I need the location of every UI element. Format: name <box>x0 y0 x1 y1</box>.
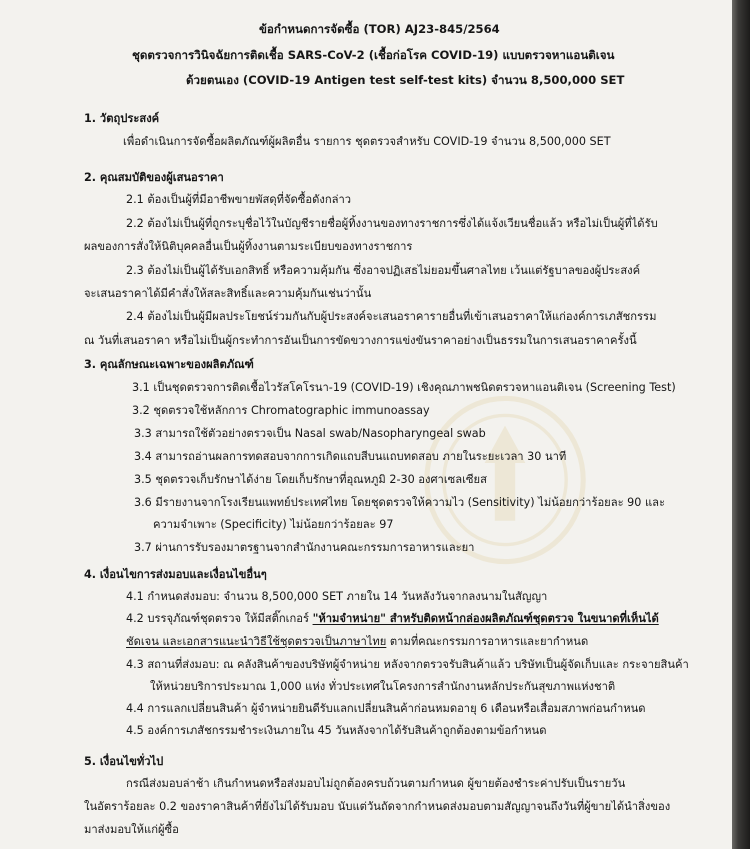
section-3-heading: 3. คุณลักษณะเฉพาะของผลิตภัณฑ์ <box>84 358 254 371</box>
section-2-heading: 2. คุณสมบัติของผู้เสนอราคา <box>84 171 224 184</box>
page-edge-shadow <box>732 0 750 849</box>
section-4-heading: 4. เงื่อนไขการส่งมอบและเงื่อนไขอื่นๆ <box>84 568 267 581</box>
item-2-3: 2.3 ต้องไม่เป็นผู้ได้รับเอกสิทธิ์ หรือความคุ้มกัน ซึ่งอาจปฏิเสธไม่ยอมขึ้นศาลไทย เว้นแต่รัฐบาลของผู้ประสงค์ <box>126 264 641 277</box>
item-4-2-cont-emphasis: ชัดเจน และเอกสารแนะนำวิธีใช้ชุดตรวจเป็นภาษาไทย <box>126 635 387 648</box>
item-4-2 <box>126 613 659 624</box>
item-3-2: 3.2 ชุดตรวจใช้หลักการ Chromatographic immunoassay <box>132 404 430 417</box>
item-2-3-cont: จะเสนอราคาได้มีคำสั่งให้สละสิทธิ์และความคุ้มกันเช่นว่านั้น <box>84 287 372 300</box>
doc-subtitle-line-1: ชุดตรวจการวินิจฉัยการติดเชื้อ SARS-CoV-2 (เชื้อก่อโรค COVID-19) แบบตรวจหาแอนติเจน <box>132 48 615 62</box>
item-3-5: 3.5 ชุดตรวจเก็บรักษาได้ง่าย โดยเก็บรักษาที่อุณหภูมิ 2-30 องศาเซลเซียส <box>134 473 487 486</box>
item-4-3: 4.3 สถานที่ส่งมอบ: ณ คลังสินค้าของบริษัทผู้จำหน่าย หลังจากตรวจรับสินค้าแล้ว บริษัทเป็นผู้จัดเก็บและ กระจายสินค้า <box>126 658 689 671</box>
item-4-2-cont <box>126 636 588 647</box>
section-5-line-2: ในอัตราร้อยละ 0.2 ของราคาสินค้าที่ยังไม่ได้รับมอบ นับแต่วันถัดจากกำหนดส่งมอบตามสัญญาจนถึงวันที่ผู้ขายได้นำสิ่งของ <box>84 800 671 813</box>
section-5-heading: 5. เงื่อนไขทั่วไป <box>84 755 164 768</box>
item-4-4: 4.4 การแลกเปลี่ยนสินค้า ผู้จำหน่ายยินดีรับแลกเปลี่ยนสินค้าก่อนหมดอายุ 6 เดือนหรือเสื่อมสภาพก่อนกำหนด <box>126 702 646 715</box>
doc-subtitle-line-2: ด้วยตนเอง (COVID-19 Antigen test self-test kits) จำนวน 8,500,000 SET <box>186 73 625 87</box>
item-3-7: 3.7 ผ่านการรับรองมาตรฐานจากสำนักงานคณะกรรมการอาหารและยา <box>134 541 475 554</box>
item-3-4: 3.4 สามารถอ่านผลการทดสอบจากการเกิดแถบสีบนแถบทดสอบ ภายในระยะเวลา 30 นาที <box>134 450 567 463</box>
item-4-5: 4.5 องค์การเภสัชกรรมชำระเงินภายใน 45 วันหลังจากได้รับสินค้าถูกต้องตามข้อกำหนด <box>126 724 547 737</box>
item-4-1: 4.1 กำหนดส่งมอบ: จำนวน 8,500,000 SET ภายใน 14 วันหลังวันจากลงนามในสัญญา <box>126 590 548 603</box>
item-3-6: 3.6 มีรายงานจากโรงเรียนแพทย์ประเทศไทย โดยชุดตรวจให้ความไว (Sensitivity) ไม่น้อยกว่าร้อยละ 90 และ <box>134 496 666 509</box>
item-3-3: 3.3 สามารถใช้ตัวอย่างตรวจเป็น Nasal swab/Nasopharyngeal swab <box>134 427 486 440</box>
section-5-line-1: กรณีส่งมอบล่าช้า เกินกำหนดหรือส่งมอบไม่ถูกต้องครบถ้วนตามกำหนด ผู้ขายต้องชำระค่าปรับเป็นรายวัน <box>126 777 626 790</box>
item-2-2: 2.2 ต้องไม่เป็นผู้ที่ถูกระบุชื่อไว้ในบัญชีรายชื่อผู้ทิ้งงานของทางราชการซึ่งได้แจ้งเวียนชื่อแล้ว หรือไม่เป็นผู้ที่ได้รับ <box>126 217 658 230</box>
item-3-6-cont: ความจำเพาะ (Specificity) ไม่น้อยกว่าร้อยละ 97 <box>153 518 394 531</box>
item-4-2-cont-tail: ตามที่คณะกรรมการอาหารและยากำหนด <box>389 635 589 648</box>
item-3-1: 3.1 เป็นชุดตรวจการติดเชื้อไวรัสโคโรนา-19 (COVID-19) เชิงคุณภาพชนิดตรวจหาแอนติเจน (Screening Test) <box>132 381 676 394</box>
item-4-2-emphasis: "ห้ามจำหน่าย" สำหรับติดหน้ากล่องผลิตภัณฑ์ชุดตรวจ ในขนาดที่เห็นได้ <box>312 612 659 625</box>
section-1-line: เพื่อดำเนินการจัดซื้อผลิตภัณฑ์ผู้ผลิตอื่น รายการ ชุดตรวจสำหรับ COVID-19 จำนวน 8,500,000 SET <box>123 135 611 148</box>
item-2-1: 2.1 ต้องเป็นผู้ที่มีอาชีพขายพัสดุที่จัดซื้อดังกล่าว <box>126 193 352 206</box>
item-4-2-lead: 4.2 บรรจุภัณฑ์ชุดตรวจ ให้มีสติ๊กเกอร์ <box>126 612 309 625</box>
doc-title: ข้อกำหนดการจัดซื้อ (TOR) AJ23-845/2564 <box>259 22 500 36</box>
item-2-4: 2.4 ต้องไม่เป็นผู้มีผลประโยชน์ร่วมกันกับผู้ประสงค์จะเสนอราคารายอื่นที่เข้าเสนอราคาให้แก่องค์การเภสัชกรรม <box>126 310 657 323</box>
item-2-2-cont: ผลของการสั่งให้นิติบุคคลอื่นเป็นผู้ทิ้งงานตามระเบียบของทางราชการ <box>84 240 413 253</box>
section-1-heading: 1. วัตถุประสงค์ <box>84 112 160 125</box>
section-5-line-3: มาส่งมอบให้แก่ผู้ซื้อ <box>84 823 179 836</box>
item-2-4-cont: ณ วันที่เสนอราคา หรือไม่เป็นผู้กระทำการอันเป็นการขัดขวางการแข่งขันราคาอย่างเป็นธรรมในการเสนอราคาครั้งนี้ <box>84 334 637 347</box>
item-4-3-cont: ให้หน่วยบริการประมาณ 1,000 แห่ง ทั่วประเทศในโครงการสำนักงานหลักประกันสุขภาพแห่งชาติ <box>150 680 616 693</box>
